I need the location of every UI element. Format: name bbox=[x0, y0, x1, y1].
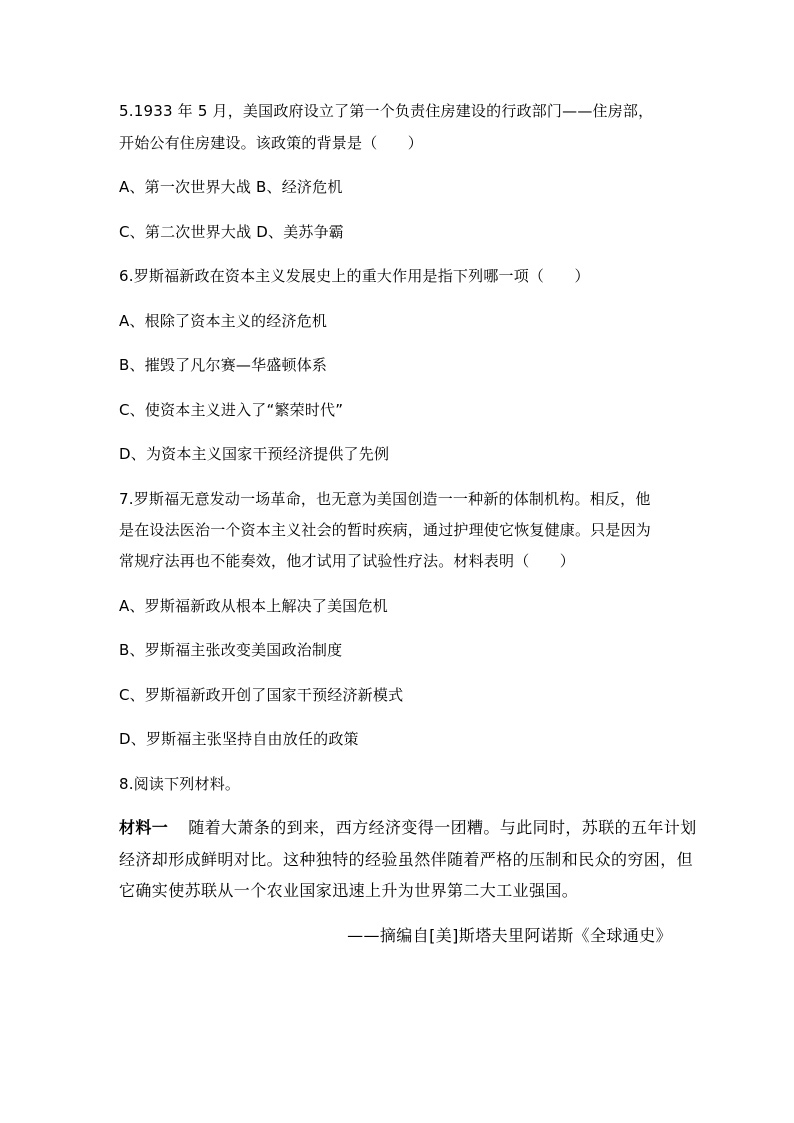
q7-stem-line-1: 7.罗斯福无意发动一场革命，也无意为美国创造一一种新的体制机构。相反，他 bbox=[119, 490, 651, 508]
q6-option-d: D、为资本主义国家干预经济提供了先例 bbox=[119, 445, 390, 463]
material-one-line-2: 经济却形成鲜明对比。这种独特的经验虽然伴随着严格的压制和民众的穷困，但 bbox=[119, 850, 694, 869]
material-text-1: 随着大萧条的到来，西方经济变得一团糟。与此同时，苏联的五年计划 bbox=[188, 818, 697, 837]
q5-options-cd: C、第二次世界大战 D、美苏争霸 bbox=[119, 223, 344, 241]
material-one-line-1 bbox=[119, 817, 697, 839]
q5-options-ab: A、第一次世界大战 B、经济危机 bbox=[119, 178, 343, 196]
q7-option-b: B、罗斯福主张改变美国政治制度 bbox=[119, 641, 343, 659]
material-one-line-3: 它确实使苏联从一个农业国家迅速上升为世界第二大工业强国。 bbox=[119, 881, 579, 900]
q6-stem: 6.罗斯福新政在资本主义发展史上的重大作用是指下列哪一项（ ） bbox=[119, 267, 590, 285]
q6-option-a: A、根除了资本主义的经济危机 bbox=[119, 312, 328, 330]
q7-stem-line-2: 是在设法医治一个资本主义社会的暂时疾病，通过护理使它恢复健康。只是因为 bbox=[119, 521, 652, 539]
material-label: 材料一 bbox=[119, 818, 169, 837]
q6-option-b: B、摧毁了凡尔赛—华盛顿体系 bbox=[119, 356, 328, 374]
q6-option-c: C、使资本主义进入了“繁荣时代” bbox=[119, 401, 344, 419]
q5-stem-line-2: 开始公有住房建设。该政策的背景是（ ） bbox=[119, 134, 424, 152]
material-source: ——摘编自[美]斯塔夫里阿诺斯《全球通史》 bbox=[347, 926, 672, 945]
q5-stem-line-1: 5.1933 年 5 月，美国政府设立了第一个负责住房建设的行政部门——住房部， bbox=[119, 102, 654, 120]
q8-stem: 8.阅读下列材料。 bbox=[119, 775, 241, 793]
q7-option-d: D、罗斯福主张坚持自由放任的政策 bbox=[119, 730, 359, 748]
q7-option-a: A、罗斯福新政从根本上解决了美国危机 bbox=[119, 597, 388, 615]
q7-stem-line-3: 常规疗法再也不能奏效，他才试用了试验性疗法。材料表明（ ） bbox=[119, 552, 576, 570]
q7-option-c: C、罗斯福新政开创了国家干预经济新模式 bbox=[119, 686, 404, 704]
